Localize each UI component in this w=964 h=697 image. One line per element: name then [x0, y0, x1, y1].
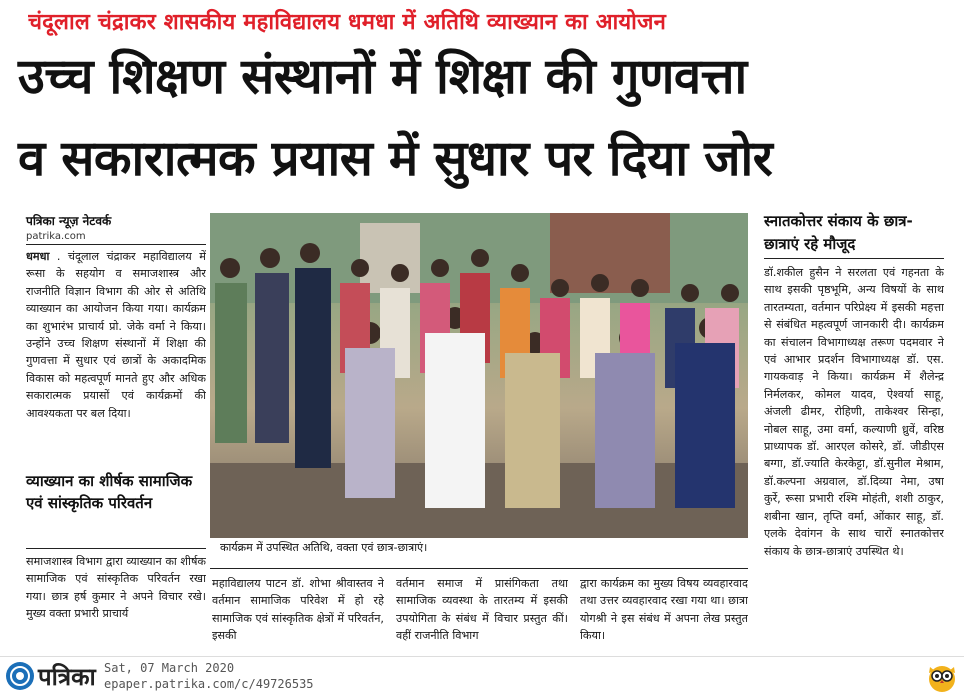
subhead-divider — [26, 548, 206, 549]
headline-line-2: व सकारात्मक प्रयास में सुधार पर दिया जोर — [18, 130, 773, 187]
byline-network: पत्रिका न्यूज़ नेटवर्क — [26, 214, 112, 228]
owl-icon[interactable] — [926, 659, 958, 693]
lead-text: . चंदूलाल चंद्राकर महाविद्यालय में रूसा के सहयोग व समाजशास्त्र और राजनीति विज्ञान विभाग की ओर से अतिथि व्याख्यान का आयोजन किया गया। कार्यक्रम का शुभारंभ प्राचार्य प्रो. जेके वर्मा ने किया। उन्होंने उच्च शिक्षण संस्थानों में शिक्षा की गुणवत्ता में सुधार एवं छात्रों के अकादमिक विकास को महत्वपूर्ण मानते हुए और अधिक सकारात्मक प्रयासों एवं कार्यक्रमों की आवश्यकता पर बल दिया। — [26, 250, 206, 420]
edition-url[interactable]: epaper.patrika.com/c/49726535 — [104, 677, 314, 691]
left-bottom-paragraph: समाजशास्त्र विभाग द्वारा व्याख्यान का शीर्षक सामाजिक एवं सांस्कृतिक परिवर्तन रखा गया। छात्र हर्ष कुमार ने अपने विचार रखे। मुख्य वक्ता प्रभारी प्राचार्य — [26, 555, 206, 621]
byline-divider — [26, 244, 206, 245]
bottom-column-1: महाविद्यालय पाटन डॉ. शोभा श्रीवास्तव ने वर्तमान सामाजिक परिवेश में हो रहे सामाजिक एवं सांस्कृतिक क्षेत्रों में परिवर्तन, इसकी — [212, 577, 384, 643]
right-subhead: स्नातकोत्तर संकाय के छात्र-छात्राएं रहे मौजूद — [764, 212, 913, 253]
article-kicker: चंदूलाल चंद्राकर शासकीय महाविद्यालय धमधा में अतिथि व्याख्यान का आयोजन — [28, 10, 667, 35]
bottom-column-3: द्वारा कार्यक्रम का मुख्य विषय व्यवहारवाद तथा उत्तर व्यवहारवाद रखा गया था। छात्रा योगश्री ने इस संबंध में अपना लेख प्रस्तुत किया। — [580, 577, 748, 643]
owl-glyph — [926, 659, 958, 693]
dateline: धमधा — [26, 250, 50, 263]
group-photo-illustration — [210, 213, 748, 538]
group-photo — [210, 213, 748, 538]
byline-site: patrika.com — [26, 231, 86, 242]
patrika-logo-icon[interactable] — [6, 662, 34, 690]
patrika-logo-glyph — [6, 662, 34, 690]
epaper-footer — [0, 656, 964, 696]
right-subhead-divider — [764, 258, 944, 259]
edition-date: Sat, 07 March 2020 — [104, 661, 235, 675]
subhead-left: व्याख्यान का शीर्षक सामाजिक एवं सांस्कृतिक परिवर्तन — [26, 472, 193, 512]
byline — [26, 212, 206, 242]
edition-meta — [104, 660, 314, 692]
right-column-text: डॉ.शकील हुसैन ने सरलता एवं गहनता के साथ इसकी पृष्ठभूमि, अन्य विषयों के साथ तारतम्यता, वर्तमान परिप्रेक्ष्य में इसकी महत्ता से संबंधित महत्वपूर्ण जानकारी दी। कार्यक्रम का संचालन विभागाध्यक्ष तरूण पदमवार ने एवं आभार प्रदर्शन विभागाध्यक्ष डॉ. एस. गायकवाड़ ने किया। कार्यक्रम में शैलेन्द्र निर्मलकर, कोमल यादव, ऐश्वर्या साहू, अंजली ढीमर, रोहिणी, ताकेश्वर सिन्हा, नोबल साहू, उमा वर्मा, कल्याणी ध्रुवें, वरिष्ठ प्राध्यापक डॉ. आरएल कोसरे, डॉ. जीडीएस बग्गा, डॉ.ज्याति केरकेट्टा, डॉ.सुनील मेश्राम, डॉ.कल्पना अग्रवाल, डॉ.दिव्या नेमा, उषा कुर्रे, रूसा प्रभारी रश्मि मोहंती, शशी ठाकुर, शबीना खान, तृप्ति वर्मा, ओंकार साहू, डॉ. एलके देवांगन के साथ चारों स्नातकोत्तर संकाय के छात्र-छात्राएं उपस्थित थे। — [764, 266, 944, 558]
patrika-logo-text[interactable]: पत्रिका — [38, 663, 96, 691]
caption-divider — [210, 568, 748, 569]
headline-line-1: उच्च शिक्षण संस्थानों में शिक्षा की गुणवत्ता — [18, 48, 747, 105]
bottom-column-2: वर्तमान समाज में प्रासंगिकता तथा सामाजिक व्यवस्था के तारतम्य में इसकी उपयोगिता के संबंध में विचार प्रस्तुत कीं। वहीं राजनीति विभाग — [396, 577, 568, 643]
lead-paragraph — [26, 248, 206, 466]
photo-caption: कार्यक्रम में उपस्थित अतिथि, वक्ता एवं छात्र-छात्राएं। — [220, 541, 428, 554]
